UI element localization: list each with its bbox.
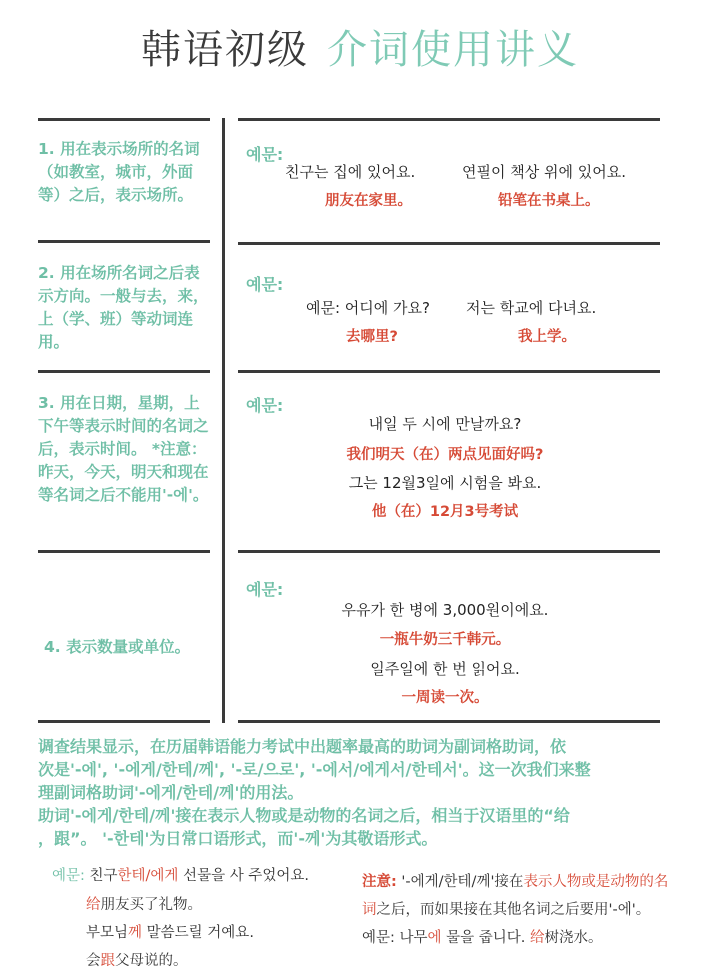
bottom-example-1-cn: 给朋友买了礼物。 bbox=[86, 897, 202, 913]
page-title bbox=[0, 22, 720, 78]
example-ko: 예문: 어디에 가요? bbox=[306, 299, 430, 317]
highlight: 给 bbox=[86, 897, 101, 913]
highlight: 께 bbox=[128, 925, 143, 941]
example-ko: 연필이 책상 위에 있어요. bbox=[462, 163, 626, 181]
example-cn: 朋友在家里。 bbox=[325, 193, 412, 209]
example-cn: 铅笔在书桌上。 bbox=[498, 193, 600, 209]
highlight: 에 bbox=[427, 930, 442, 946]
example-ko: 그는 12월3일에 시험을 봐요. bbox=[348, 474, 542, 492]
summary-line: 次是'-에', '-에게/한테/께', '-로/으로', '-에서/에게서/한테서'。这一次我们来整 bbox=[38, 760, 591, 779]
rule-3: 3. 用在日期，星期，上下午等表示时间的名词之后，表示时间。 *注意：昨天，今天，明天和现在等名词之后不能用'-에'。 bbox=[38, 394, 209, 504]
example-ko: 저는 학교에 다녀요. bbox=[466, 299, 597, 317]
divider bbox=[38, 240, 210, 243]
title-part1: 韩语初级 bbox=[141, 27, 309, 73]
divider bbox=[238, 370, 660, 373]
example-label-1: 예문: bbox=[246, 145, 284, 164]
bottom-example-2: 부모님께 말씀드릴 거예요. bbox=[86, 925, 254, 941]
summary-line: 调查结果显示，在历届韩语能力考试中出题率最高的助词为副词格助词，依 bbox=[38, 737, 567, 756]
example-label: 예문: bbox=[52, 868, 85, 884]
example-ko: 친구는 집에 있어요. bbox=[285, 163, 416, 181]
example-ko: 우유가 한 병에 3,000원이에요. bbox=[341, 601, 549, 619]
divider bbox=[38, 370, 210, 373]
example-cn: 他（在）12月3号考试 bbox=[371, 504, 519, 520]
divider bbox=[238, 550, 660, 553]
example-label-4: 예문: bbox=[246, 580, 284, 599]
example-ko: 내일 두 시에 만날까요? bbox=[368, 415, 522, 433]
rule-1: 1. 用在表示场所的名词（如教室，城市，外面等）之后，表示场所。 bbox=[38, 140, 200, 204]
example-label-3: 예문: bbox=[246, 396, 284, 415]
summary-line: 理副词格助词'-에게/한테/께'的用法。 bbox=[38, 783, 304, 802]
divider bbox=[38, 118, 210, 121]
summary-line: 助词'-에게/한테/께'接在表示人物或是动物的名词之后，相当于汉语里的“给 bbox=[38, 806, 570, 825]
title-part2: 介词使用讲义 bbox=[327, 27, 579, 73]
example-cn: 我们明天（在）两点见面好吗? bbox=[346, 447, 544, 463]
highlight: 表示人物或是动物的名词 bbox=[362, 874, 669, 918]
note-label: 注意: bbox=[362, 874, 397, 890]
vertical-divider bbox=[222, 118, 225, 723]
bottom-example-2-cn: 会跟父母说的。 bbox=[86, 953, 188, 969]
example-cn: 去哪里? bbox=[346, 329, 398, 345]
rule-2: 2. 用在场所名词之后表示方向。一般与去，来，上（学、班）等动词连用。 bbox=[38, 264, 209, 351]
highlight: 给 bbox=[530, 930, 545, 946]
rule-4: 4. 表示数量或单位。 bbox=[44, 638, 191, 656]
highlight: 한테/에게 bbox=[117, 868, 179, 884]
bottom-example-1: 예문: 친구한테/에게 선물을 사 주었어요. bbox=[52, 868, 309, 884]
example-cn: 我上学。 bbox=[518, 329, 576, 345]
usage-note: 注意: '-에게/한테/께'接在表示人物或是动物的名词之后，而如果接在其他名词之后要用'-에'。 예문: 나무에 물을 줍니다. 给树浇水。 bbox=[362, 874, 669, 946]
divider bbox=[38, 720, 210, 723]
summary-paragraph bbox=[38, 735, 688, 850]
example-cn: 一周读一次。 bbox=[401, 690, 489, 706]
example-ko: 일주일에 한 번 읽어요. bbox=[370, 660, 520, 678]
divider bbox=[238, 118, 660, 121]
summary-line: ，跟”。 '-한테'为日常口语形式，而'-께'为其敬语形式。 bbox=[38, 829, 438, 848]
divider bbox=[38, 550, 210, 553]
example-label-2: 예문: bbox=[246, 275, 284, 294]
divider bbox=[238, 720, 660, 723]
highlight: 跟 bbox=[100, 953, 115, 969]
divider bbox=[238, 242, 660, 245]
example-cn: 一瓶牛奶三千韩元。 bbox=[379, 632, 511, 648]
